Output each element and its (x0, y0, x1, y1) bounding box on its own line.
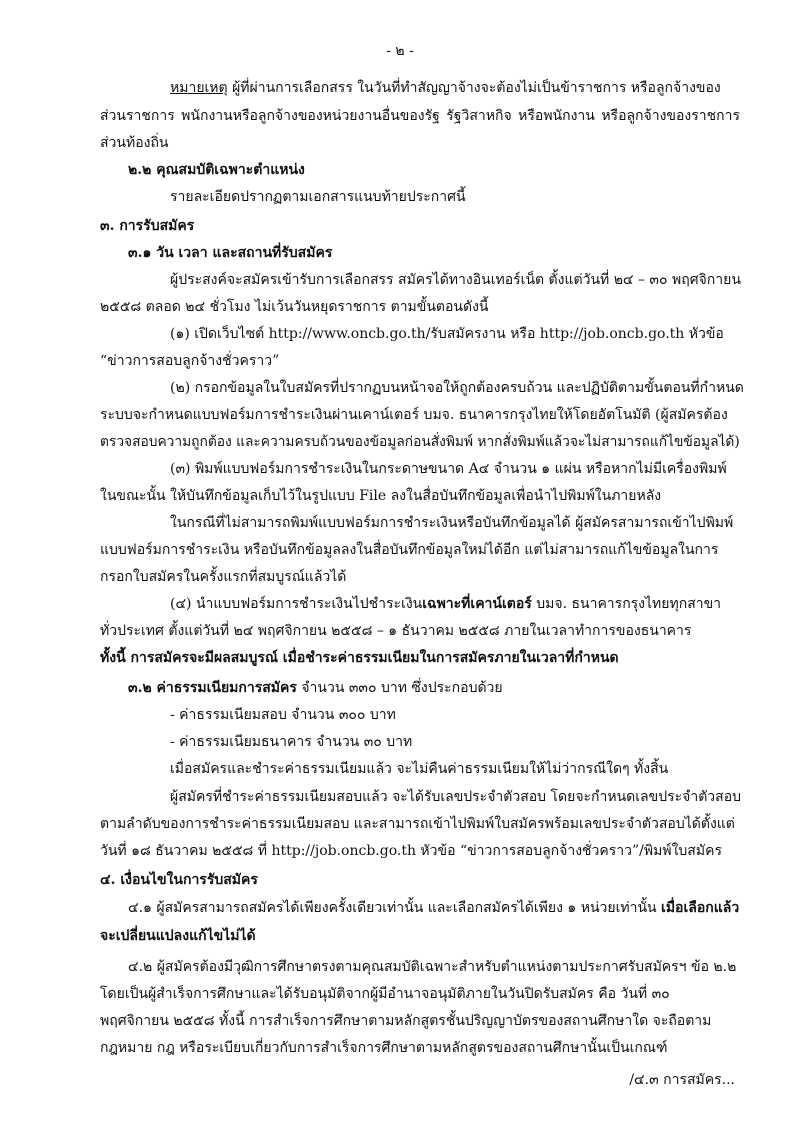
section-3-2-heading: ๓.๒ ค่าธรรมเนียมการสมัคร (128, 680, 297, 696)
condition-4-1-line-1: ๔.๑ ผู้สมัครสามารถสมัครได้เพียงครั้งเดียวเท่านั้น และเลือกสมัครได้เพียง ๑ หน่วยเท่านั้น เมื่อเลือกแล้ว (128, 900, 740, 916)
section-3-2-para-line-2: ตามลำดับของการชำระค่าธรรมเนียมสอบ และสามารถเข้าไปพิมพ์ใบสมัครพร้อมเลขประจำตัวสอบได้ตั้งแต่ (100, 816, 735, 832)
step-1-line-2: “ข่าวการสอบลูกจ้างชั่วคราว” (100, 353, 280, 369)
remark-label: หมายเหตุ (170, 80, 228, 96)
remark-line-3: ส่วนท้องถิ่น (100, 135, 169, 151)
step-2-line-3: ตรวจสอบความถูกต้อง และความครบถ้วนของข้อมูลก่อนสั่งพิมพ์ หากสั่งพิมพ์แล้วจะไม่สามารถแก้ไขข้อมูลได้) (100, 434, 740, 450)
step-2-line-2: ระบบจะกำหนดแบบฟอร์มการชำระเงินผ่านเคาน์เตอร์ บมจ. ธนาคารกรุงไทยให้โดยอัตโนมัติ (ผู้สมัครต้อง (100, 407, 728, 423)
section-2-2-text: รายละเอียดปรากฏตามเอกสารแนบท้ายประกาศนี้ (170, 189, 466, 205)
section-2-2-heading: ๒.๒ คุณสมบัติเฉพาะตำแหน่ง (128, 162, 305, 178)
section-3-heading: ๓. การรับสมัคร (100, 218, 195, 234)
fee-bank: - ค่าธรรมเนียมธนาคาร จำนวน ๓๐ บาท (170, 734, 413, 750)
condition-4-1-line-2: จะเปลี่ยนแปลงแก้ไขไม่ได้ (100, 928, 256, 944)
step-3b-line-2: แบบฟอร์มการชำระเงิน หรือบันทึกข้อมูลลงในสื่อบันทึกข้อมูลใหม่ได้อีก แต่ไม่สามารถแก้ไขข้อมูลในการ (100, 542, 719, 558)
step-4-line-2: ทั่วประเทศ ตั้งแต่วันที่ ๒๔ พฤศจิกายน ๒๕๕๘ – ๑ ธันวาคม ๒๕๕๘ ภายในเวลาทำการของธนาคาร (100, 623, 692, 639)
step-1-line-1: (๑) เปิดเว็บไซต์ http://www.oncb.go.th/รับสมัครงาน หรือ http://job.oncb.go.th หัวข้อ (170, 326, 724, 342)
fee-exam: - ค่าธรรมเนียมสอบ จำนวน ๓๐๐ บาท (170, 707, 396, 723)
section-3-2-para-line-1: ผู้สมัครที่ชำระค่าธรรมเนียมสอบแล้ว จะได้รับเลขประจำตัวสอบ โดยจะกำหนดเลขประจำตัวสอบ (170, 789, 741, 805)
step-4-line-3: ทั้งนี้ การสมัครจะมีผลสมบูรณ์ เมื่อชำระค่าธรรมเนียมในการสมัครภายในเวลาที่กำหนด (100, 650, 619, 666)
step-2-line-1: (๒) กรอกข้อมูลในใบสมัครที่ปรากฏบนหน้าจอให้ถูกต้องครบถ้วน และปฏิบัติตามขั้นตอนที่กำหนด (170, 380, 744, 396)
step-3b-line-1: ในกรณีที่ไม่สามารถพิมพ์แบบฟอร์มการชำระเงินหรือบันทึกข้อมูลได้ ผู้สมัครสามารถเข้าไปพิมพ์ (170, 515, 734, 531)
remark-line-1: หมายเหตุ ผู้ที่ผ่านการเลือกสรร ในวันที่ทำสัญญาจ้างจะต้องไม่เป็นข้าราชการ หรือลูกจ้างของ (170, 80, 721, 96)
section-3-1-para-line-1: ผู้ประสงค์จะสมัครเข้ารับการเลือกสรร สมัครได้ทางอินเทอร์เน็ต ตั้งแต่วันที่ ๒๔ – ๓๐ พฤศจิกายน (170, 272, 741, 288)
condition-4-2-line-1: ๔.๒ ผู้สมัครต้องมีวุฒิการศึกษาตรงตามคุณสมบัติเฉพาะสำหรับตำแหน่งตามประกาศรับสมัครฯ ข้อ ๒.๒ (128, 959, 737, 975)
section-3-1-heading: ๓.๑ วัน เวลา และสถานที่รับสมัคร (128, 245, 333, 261)
section-4-heading: ๔. เงื่อนไขในการรับสมัคร (100, 872, 258, 888)
step-3-line-2: ในขณะนั้น ให้บันทึกข้อมูลเก็บไว้ในรูปแบบ File ลงในสื่อบันทึกข้อมูลเพื่อนำไปพิมพ์ในภายหลัง (100, 488, 662, 504)
condition-4-2-line-2: โดยเป็นผู้สำเร็จการศึกษาและได้รับอนุมัติจากผู้มีอำนาจอนุมัติภายในวันปิดรับสมัคร คือ วันที่ ๓๐ (100, 986, 670, 1002)
condition-4-2-line-4: กฎหมาย กฎ หรือระเบียบเกี่ยวกับการสำเร็จการศึกษาตามหลักสูตรของสถานศึกษานั้นเป็นเกณฑ์ (100, 1040, 668, 1056)
step-3b-line-3: กรอกใบสมัครในครั้งแรกที่สมบูรณ์แล้วได้ (100, 569, 347, 585)
section-3-1-para-line-2: ๒๕๕๘ ตลอด ๒๔ ชั่วโมง ไม่เว้นวันหยุดราชการ ตามขั้นตอนดังนี้ (100, 299, 489, 315)
step-4-line-1: (๔) นำแบบฟอร์มการชำระเงินไปชำระเงินเฉพาะที่เคาน์เตอร์ บมจ. ธนาคารกรุงไทยทุกสาขา (170, 596, 722, 612)
counter-only-emphasis: เฉพาะที่เคาน์เตอร์ (422, 596, 532, 612)
condition-4-2-line-3: พฤศจิกายน ๒๕๕๘ ทั้งนี้ การสำเร็จการศึกษาตามหลักสูตรชั้นปริญญาบัตรของสถานศึกษาใด จะถือตาม (100, 1013, 712, 1029)
continuation-note: /๔.๓ การสมัคร... (629, 1072, 735, 1088)
section-3-2-para-line-3: วันที่ ๑๘ ธันวาคม ๒๕๕๘ ที่ http://job.oncb.go.th หัวข้อ “ข่าวการสอบลูกจ้างชั่วคราว”/พิมพ์ใบสมัคร (100, 843, 722, 859)
step-3-line-1: (๓) พิมพ์แบบฟอร์มการชำระเงินในกระดาษขนาด A๔ จำนวน ๑ แผ่น หรือหากไม่มีเครื่องพิมพ์ (170, 461, 727, 477)
section-3-2-heading-line: ๓.๒ ค่าธรรมเนียมการสมัคร จำนวน ๓๓๐ บาท ซึ่งประกอบด้วย (128, 680, 503, 696)
remark-line-2: ส่วนราชการ พนักงานหรือลูกจ้างของหน่วยงานอื่นของรัฐ รัฐวิสาหกิจ หรือพนักงาน หรือลูกจ้างของราชการ (100, 108, 740, 124)
page-number: - ๒ - (386, 43, 414, 59)
fee-no-refund: เมื่อสมัครและชำระค่าธรรมเนียมแล้ว จะไม่คืนค่าธรรมเนียมให้ไม่ว่ากรณีใดๆ ทั้งสิ้น (170, 761, 669, 777)
